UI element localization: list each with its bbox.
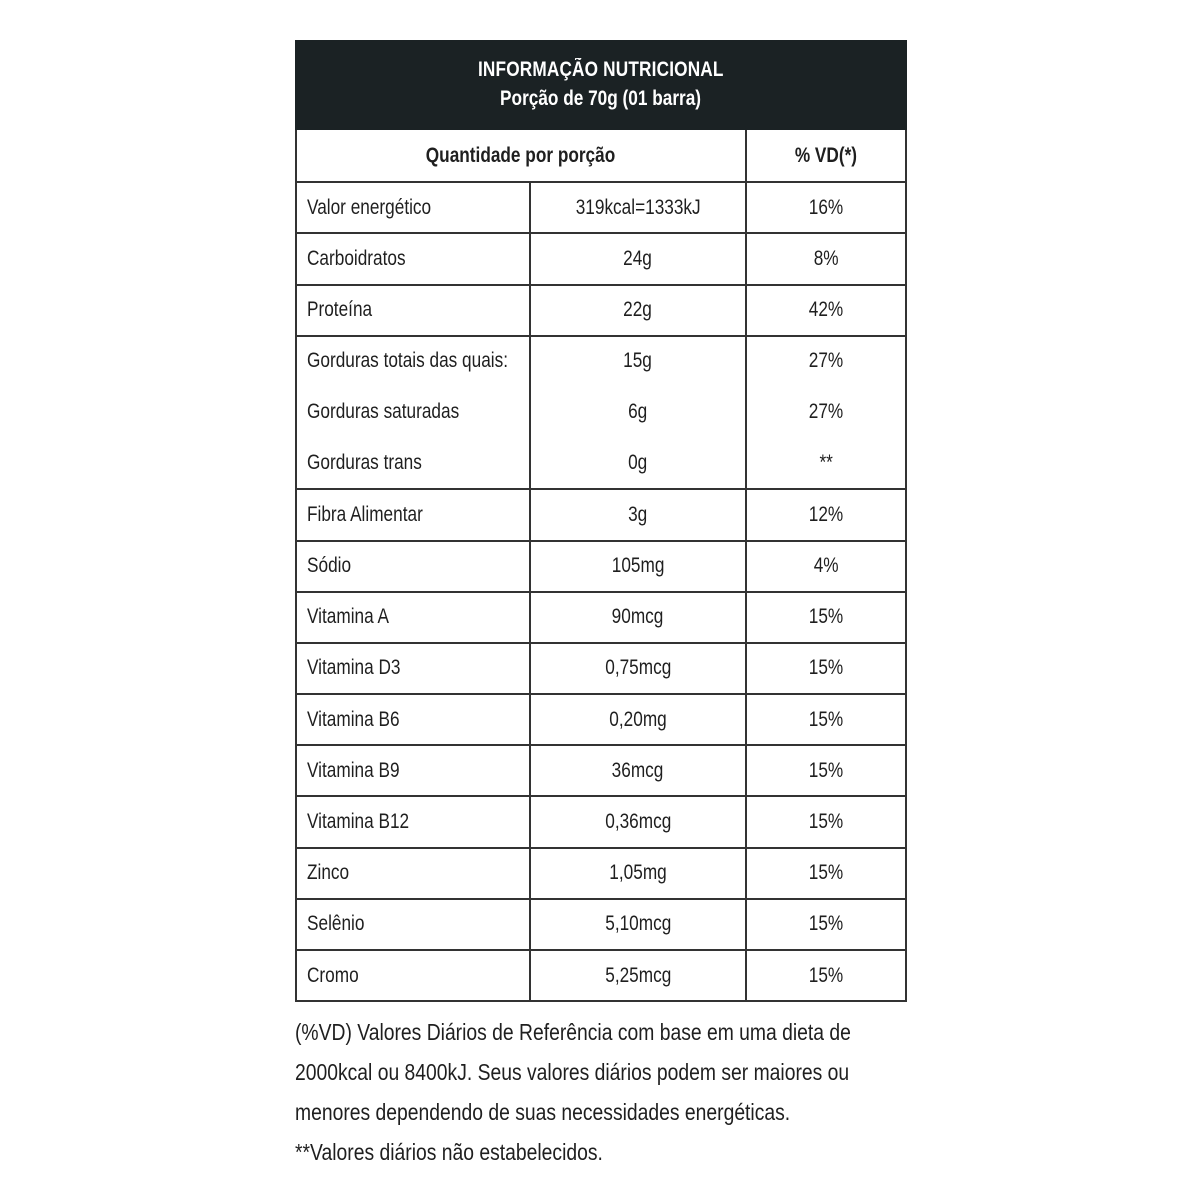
nutrient-dv: 42% <box>808 298 844 322</box>
column-header-dv: % VD(*) <box>794 143 858 167</box>
table-row <box>297 335 905 386</box>
nutrient-amount: 90mcg <box>531 593 747 642</box>
nutrition-title: INFORMAÇÃO NUTRICIONAL <box>478 58 724 81</box>
nutrient-amount: 0,20mg <box>531 695 747 744</box>
table-row <box>297 386 905 437</box>
nutrient-name: Vitamina B9 <box>297 746 531 795</box>
nutrient-dv: 27% <box>808 399 844 423</box>
nutrition-facts-panel <box>295 40 907 1002</box>
nutrient-dv: 15% <box>808 810 844 834</box>
nutrient-amount: 0g <box>531 437 747 488</box>
footnote-line: (%VD) Valores Diários de Referência com base em uma dieta de <box>295 1019 851 1045</box>
nutrient-dv: 15% <box>808 912 844 936</box>
nutrient-amount: 24g <box>531 234 747 283</box>
nutrient-dv: 15% <box>808 605 844 629</box>
nutrient-name: Fibra Alimentar <box>297 490 531 539</box>
table-row <box>297 540 905 591</box>
nutrient-dv: 15% <box>808 656 844 680</box>
nutrient-dv: 27% <box>808 349 844 373</box>
nutrient-amount: 0,36mcg <box>531 797 747 846</box>
portion-size: Porção de 70g (01 barra) <box>500 87 702 110</box>
nutrient-dv: 15% <box>808 707 844 731</box>
table-row <box>297 795 905 846</box>
nutrient-name: Vitamina D3 <box>297 644 531 693</box>
nutrient-amount: 319kcal=1333kJ <box>531 183 747 232</box>
table-row <box>297 437 905 488</box>
table-row <box>297 642 905 693</box>
nutrient-name: Sódio <box>297 542 531 591</box>
nutrient-name: Carboidratos <box>297 234 531 283</box>
table-row <box>297 949 905 1000</box>
table-row <box>297 693 905 744</box>
nutrient-name: Selênio <box>297 900 531 949</box>
footnotes <box>295 1012 915 1172</box>
nutrient-amount: 105mg <box>531 542 747 591</box>
footnote-line: 2000kcal ou 8400kJ. Seus valores diários podem ser maiores ou <box>295 1059 850 1085</box>
nutrient-name: Zinco <box>297 849 531 898</box>
column-header-quantity: Quantidade por porção <box>297 130 747 181</box>
nutrient-name: Vitamina A <box>297 593 531 642</box>
nutrient-dv: 16% <box>808 195 844 219</box>
nutrient-amount: 36mcg <box>531 746 747 795</box>
footnote-line: **Valores diários não estabelecidos. <box>295 1139 603 1165</box>
nutrition-table <box>295 130 907 1002</box>
nutrient-name: Gorduras trans <box>297 437 531 488</box>
nutrient-name: Gorduras totais das quais: <box>297 337 531 386</box>
nutrient-amount: 5,25mcg <box>531 951 747 1000</box>
nutrient-name: Valor energético <box>297 183 531 232</box>
nutrient-amount: 6g <box>531 386 747 437</box>
nutrient-dv: 15% <box>808 963 844 987</box>
table-row <box>297 847 905 898</box>
nutrient-amount: 1,05mg <box>531 849 747 898</box>
nutrient-name: Cromo <box>297 951 531 1000</box>
nutrient-dv: 15% <box>808 861 844 885</box>
table-row <box>297 181 905 232</box>
nutrition-header <box>295 40 907 130</box>
nutrient-dv: 8% <box>813 246 839 270</box>
table-row <box>297 898 905 949</box>
table-row <box>297 284 905 335</box>
table-header-row <box>297 130 905 181</box>
nutrient-name: Proteína <box>297 286 531 335</box>
nutrient-amount: 22g <box>531 286 747 335</box>
nutrient-amount: 15g <box>531 337 747 386</box>
footnote-line: menores dependendo de suas necessidades energéticas. <box>295 1099 791 1125</box>
nutrient-name: Gorduras saturadas <box>297 386 531 437</box>
table-row <box>297 591 905 642</box>
table-row <box>297 232 905 283</box>
nutrient-amount: 5,10mcg <box>531 900 747 949</box>
nutrient-dv: ** <box>819 450 833 474</box>
nutrient-name: Vitamina B6 <box>297 695 531 744</box>
table-row <box>297 744 905 795</box>
nutrient-dv: 15% <box>808 758 844 782</box>
nutrient-amount: 0,75mcg <box>531 644 747 693</box>
table-row <box>297 488 905 539</box>
nutrient-dv: 4% <box>813 554 839 578</box>
nutrient-dv: 12% <box>808 502 844 526</box>
nutrient-name: Vitamina B12 <box>297 797 531 846</box>
nutrient-amount: 3g <box>531 490 747 539</box>
